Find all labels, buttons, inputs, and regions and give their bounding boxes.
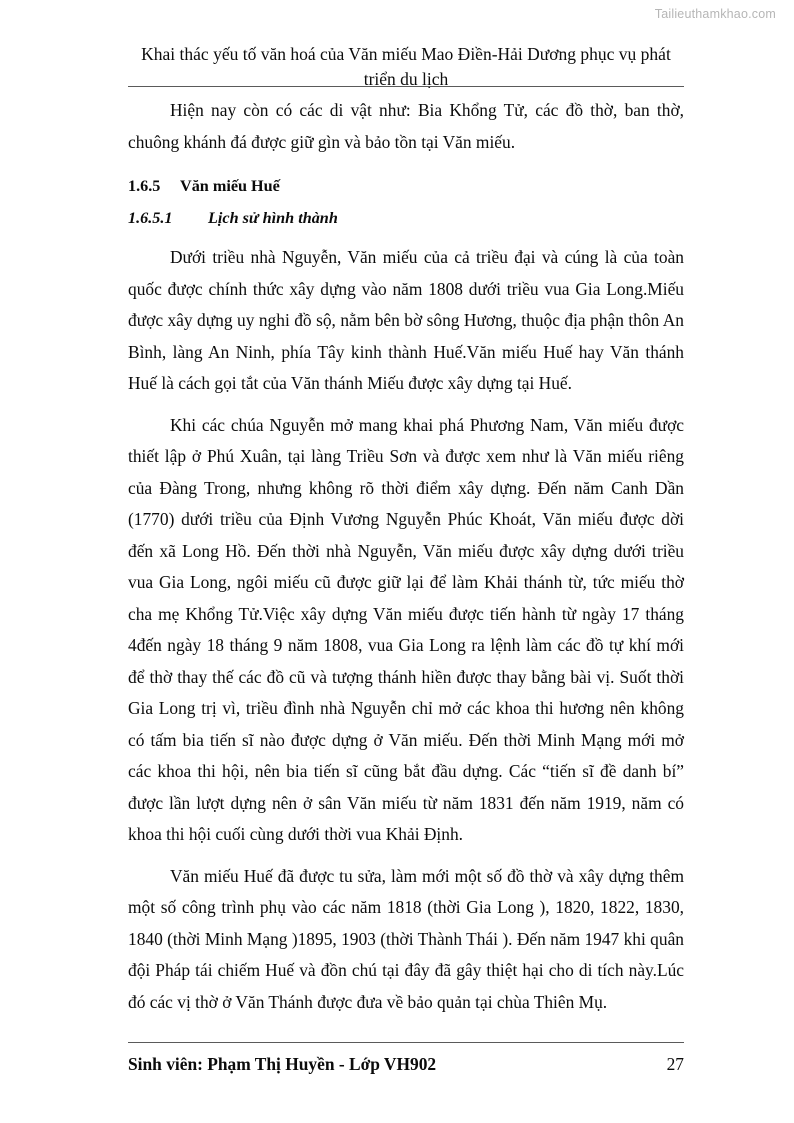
spacer bbox=[128, 235, 684, 242]
paragraph-origin: Dưới triều nhà Nguyễn, Văn miếu của cả triều đại và cúng là của toàn quốc được chính thức xây dựng vào năm 1808 dưới triều vua Gia Long.Miếu được xây dựng uy nghi đồ sộ, nằm bên bờ sông Hương, thuộc địa phận thôn An Bình, làng An Ninh, phía Tây kinh thành Huế.Văn miếu Huế hay Văn thánh Huế là cách gọi tắt của Văn thánh Miếu được xây dựng tại Huế. bbox=[128, 247, 684, 393]
page-footer bbox=[128, 1051, 684, 1077]
footer-student-info: Sinh viên: Phạm Thị Huyền - Lớp VH902 bbox=[128, 1054, 437, 1074]
heading-subsection-number: 1.6.5.1 bbox=[128, 209, 173, 227]
heading-section-number: 1.6.5 bbox=[128, 177, 161, 195]
paragraph-history: Khi các chúa Nguyễn mở mang khai phá Phương Nam, Văn miếu được thiết lập ở Phú Xuân, tại làng Triều Sơn và được xem như là Văn miếu riêng của Đàng Trong, nhưng không rõ thời điểm xây dựng. Đến năm Canh Dần (1770) dưới triều của Định Vương Nguyễn Phúc Khoát, Văn miếu được dời đến xã Long Hồ. Đến thời nhà Nguyễn, Văn miếu được xây dựng dưới triều vua Gia Long, ngôi miếu cũ được giữ lại để làm Khải thánh từ, tức miếu thờ cha mẹ Khổng Tử.Việc xây dựng Văn miếu được tiến hành từ ngày 17 tháng 4đến ngày 18 tháng 9 năm 1808, vua Gia Long ra lệnh làm các đồ tự khí mới để thờ thay thế các đồ cũ và tượng thánh hiền được thay bằng bài vị. Suốt thời Gia Long trị vì, triều đình nhà Nguyễn chỉ mở các khoa thi hương nên không có tấm bia tiến sĩ nào được dựng ở Văn miếu. Đến thời Minh Mạng mới mở các khoa thi hội, nên bia tiến sĩ cũng bắt đầu dựng. Các “tiến sĩ đề danh bí” được lần lượt dựng nên ở sân Văn miếu từ năm 1831 đến năm 1919, năm có khoa thi hội cuối cùng dưới thời vua Khải Định. bbox=[128, 414, 684, 844]
footer-divider bbox=[128, 1042, 684, 1043]
watermark-text: Tailieuthamkhao.com bbox=[654, 7, 776, 21]
paragraph-restoration: Văn miếu Huế đã được tu sửa, làm mới một số đồ thờ và xây dựng thêm một số công trình phụ vào các năm 1818 (thời Gia Long ), 1820, 1822, 1830, 1840 (thời Minh Mạng )1895, 1903 (thời Thành Thái ). Đến năm 1947 khi quân đội Pháp tái chiếm Huế và đồn chú tại đây đã gây thiệt hại cho di tích này.Lúc đó các vị thờ ở Văn Thánh được đưa về bảo quản tại chùa Thiên Mụ. bbox=[128, 865, 684, 1012]
spacer bbox=[128, 400, 684, 410]
heading-subsection bbox=[128, 203, 684, 233]
footer-page-number: 27 bbox=[666, 1054, 684, 1074]
spacer bbox=[128, 158, 684, 165]
spacer bbox=[128, 851, 684, 861]
heading-section-title: Văn miếu Huế bbox=[180, 177, 280, 195]
page-header-title: Khai thác yếu tố văn hoá của Văn miếu Mao Điền-Hải Dương phục vụ phát triển du lịch bbox=[141, 44, 671, 89]
header-divider bbox=[128, 86, 684, 87]
heading-subsection-title: Lịch sử hình thành bbox=[208, 209, 338, 227]
heading-section bbox=[128, 171, 684, 201]
paragraph-intro: Hiện nay còn có các di vật như: Bia Khổng Tử, các đồ thờ, ban thờ, chuông khánh đá được giữ gìn và bảo tồn tại Văn miếu. bbox=[128, 100, 684, 152]
document-body bbox=[128, 95, 684, 1018]
